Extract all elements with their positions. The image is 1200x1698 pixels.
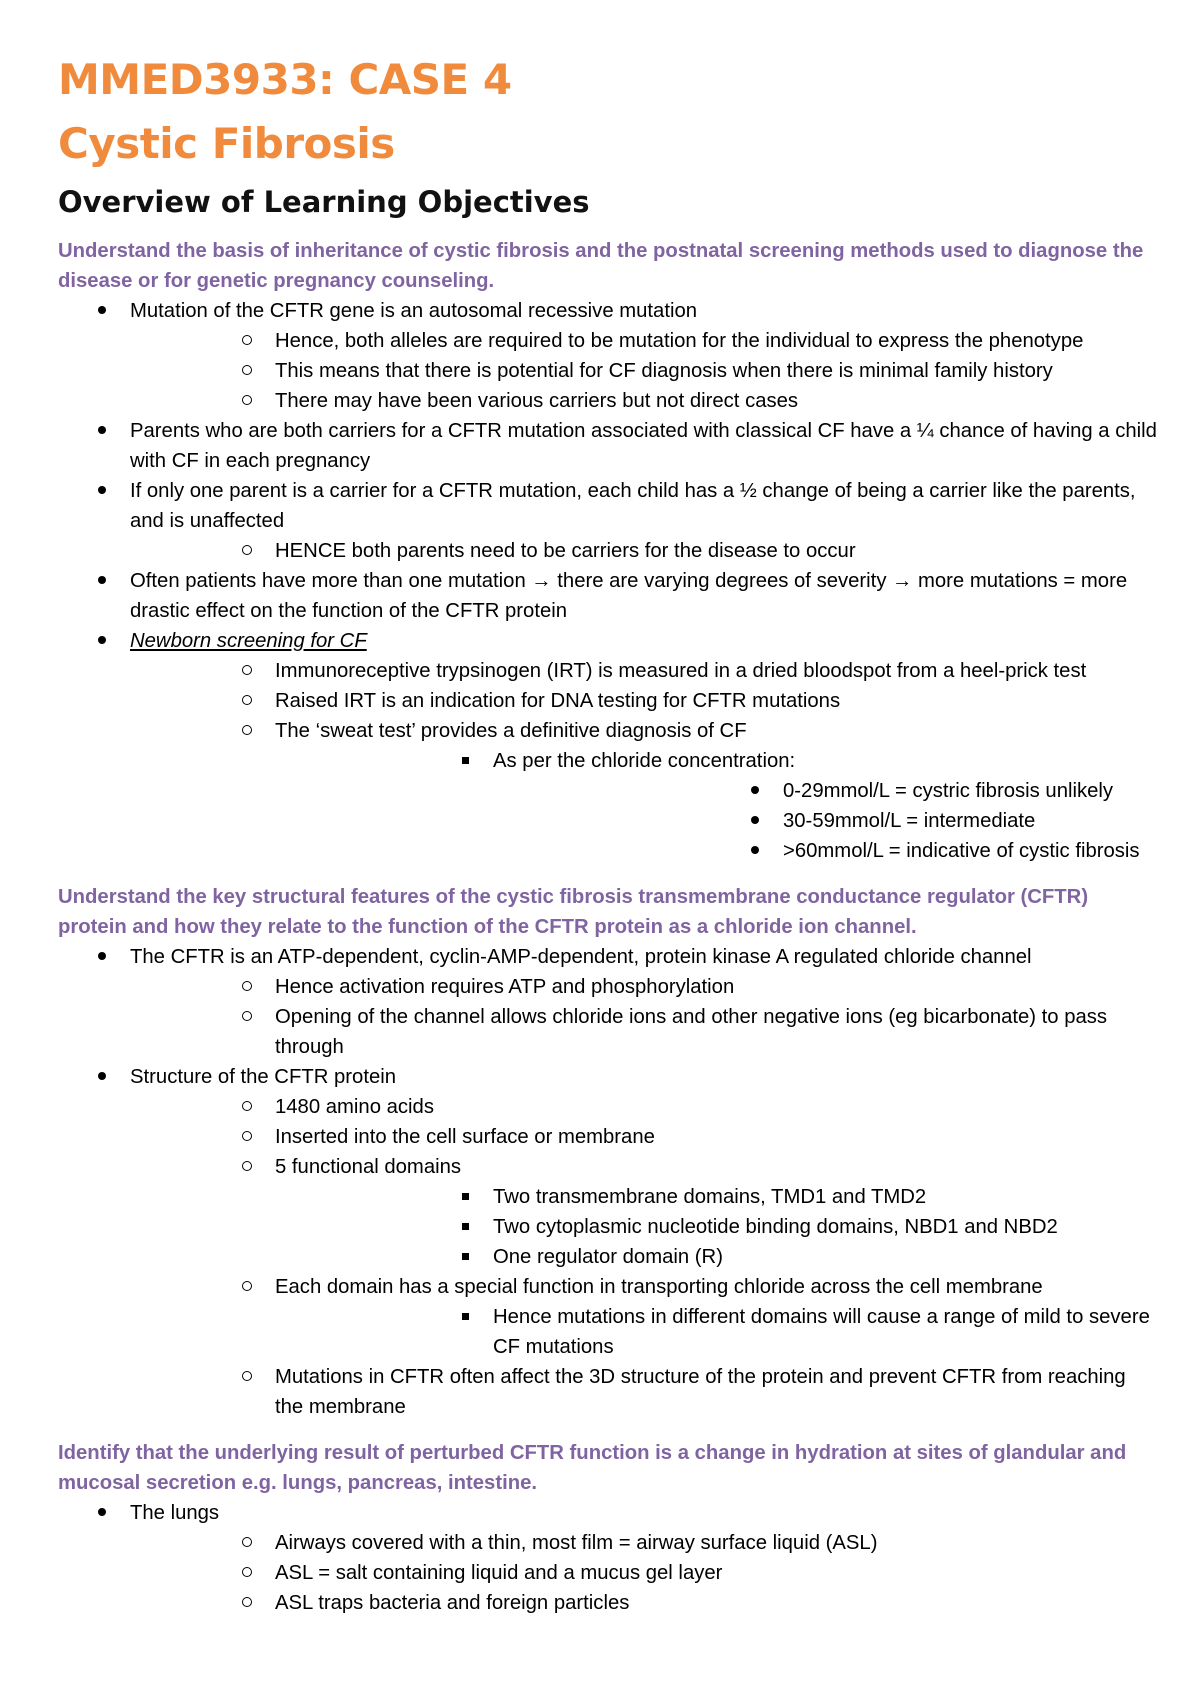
list-item-text: ASL = salt containing liquid and a mucus gel layer bbox=[275, 1562, 723, 1584]
list-item bbox=[58, 416, 1158, 476]
list-item-text: Inserted into the cell surface or membrane bbox=[275, 1126, 655, 1148]
list-item-text: HENCE both parents need to be carriers for the disease to occur bbox=[275, 540, 856, 562]
list-item bbox=[58, 626, 1158, 866]
list-item-text: Immunoreceptive trypsinogen (IRT) is measured in a dried bloodspot from a heel-prick test bbox=[275, 660, 1087, 682]
square-bullet-icon bbox=[455, 1302, 475, 1332]
list-item bbox=[130, 1002, 1158, 1062]
list-item bbox=[58, 296, 1158, 416]
circle-bullet-icon bbox=[237, 1272, 257, 1302]
sub-list bbox=[275, 1182, 1158, 1272]
list-item-text: The CFTR is an ATP-dependent, cyclin-AMP-dependent, protein kinase A regulated chloride channel bbox=[130, 946, 1032, 968]
list-item-text: Mutations in CFTR often affect the 3D structure of the protein and prevent CFTR from reaching the membrane bbox=[275, 1366, 1126, 1418]
list-item-text: This means that there is potential for CF diagnosis when there is minimal family history bbox=[275, 360, 1053, 382]
bullet-icon bbox=[92, 942, 112, 972]
square-bullet-icon bbox=[455, 1242, 475, 1272]
sub-list bbox=[130, 536, 1158, 566]
bullet-icon bbox=[92, 416, 112, 446]
list-item-text: Airways covered with a thin, most film = airway surface liquid (ASL) bbox=[275, 1532, 878, 1554]
objective-section-3 bbox=[58, 1438, 1158, 1618]
list-item-text: Hence activation requires ATP and phosphorylation bbox=[275, 976, 735, 998]
list-item-text: Raised IRT is an indication for DNA testing for CFTR mutations bbox=[275, 690, 841, 712]
case-topic-title: Cystic Fibrosis bbox=[58, 119, 395, 168]
list-item-text: Often patients have more than one mutation → there are varying degrees of severity → more mutations = more drastic effect on the function of the CFTR protein bbox=[130, 570, 1128, 622]
objective-heading: Identify that the underlying result of perturbed CFTR function is a change in hydration at sites of glandular and mucosal secretion e.g. lungs, pancreas, intestine. bbox=[58, 1442, 1127, 1494]
list-item bbox=[58, 566, 1158, 626]
objective-heading: Understand the key structural features of the cystic fibrosis transmembrane conductance regulator (CFTR) protein and how they relate to the function of the CFTR protein as a chloride ion channel. bbox=[58, 886, 1089, 938]
sub-list bbox=[130, 1092, 1158, 1422]
list-item bbox=[130, 1558, 1158, 1588]
list-item bbox=[275, 1242, 1158, 1272]
bullet-icon bbox=[92, 626, 112, 656]
list-item bbox=[58, 942, 1158, 1062]
list-item-text: As per the chloride concentration: bbox=[493, 750, 796, 772]
bullet-icon bbox=[92, 1062, 112, 1092]
list-item-text: 5 functional domains bbox=[275, 1156, 462, 1178]
list-item-text: Parents who are both carriers for a CFTR mutation associated with classical CF have a ¼ chance of having a child with CF in each pregnancy bbox=[130, 420, 1157, 472]
list-item bbox=[130, 1528, 1158, 1558]
list-item-text: 1480 amino acids bbox=[275, 1096, 434, 1118]
list-item-text: Two transmembrane domains, TMD1 and TMD2 bbox=[493, 1186, 927, 1208]
course-code-title: MMED3933: CASE 4 bbox=[58, 55, 512, 104]
list-item-text: ASL traps bacteria and foreign particles bbox=[275, 1592, 630, 1614]
circle-bullet-icon bbox=[237, 386, 257, 416]
list-item bbox=[130, 656, 1158, 686]
list-item bbox=[275, 1182, 1158, 1212]
list-item-text: One regulator domain (R) bbox=[493, 1246, 723, 1268]
list-item-text: Two cytoplasmic nucleotide binding domains, NBD1 and NBD2 bbox=[493, 1216, 1058, 1238]
list-item bbox=[275, 746, 1158, 866]
list-item-text: Opening of the channel allows chloride ions and other negative ions (eg bicarbonate) to pass through bbox=[275, 1006, 1108, 1058]
objective-section-2 bbox=[58, 882, 1158, 1422]
circle-bullet-icon bbox=[237, 972, 257, 1002]
square-bullet-icon bbox=[455, 1182, 475, 1212]
objective-section-1 bbox=[58, 236, 1158, 866]
circle-bullet-icon bbox=[237, 1122, 257, 1152]
sub-list bbox=[493, 776, 1158, 866]
list-item bbox=[58, 476, 1158, 566]
bullet-icon bbox=[92, 296, 112, 326]
list-item bbox=[275, 1302, 1158, 1362]
circle-bullet-icon bbox=[237, 1588, 257, 1618]
list-item bbox=[130, 1122, 1158, 1152]
circle-bullet-icon bbox=[237, 326, 257, 356]
circle-bullet-icon bbox=[237, 716, 257, 746]
sub-list bbox=[275, 746, 1158, 866]
sub-list bbox=[130, 1528, 1158, 1618]
list-item-text: >60mmol/L = indicative of cystic fibrosis bbox=[783, 840, 1140, 862]
circle-bullet-icon bbox=[237, 1558, 257, 1588]
list-item bbox=[130, 386, 1158, 416]
list-item bbox=[130, 1362, 1158, 1422]
circle-bullet-icon bbox=[237, 686, 257, 716]
list-item bbox=[58, 1062, 1158, 1422]
list-item bbox=[130, 326, 1158, 356]
list-item bbox=[130, 972, 1158, 1002]
list-item bbox=[130, 536, 1158, 566]
circle-bullet-icon bbox=[237, 1528, 257, 1558]
bullet-icon bbox=[745, 776, 765, 806]
objective-heading: Understand the basis of inheritance of cystic fibrosis and the postnatal screening methods used to diagnose the disease or for genetic pregnancy counseling. bbox=[58, 240, 1144, 292]
list-item-text: Hence mutations in different domains will cause a range of mild to severe CF mutations bbox=[493, 1306, 1150, 1358]
list-item bbox=[130, 1588, 1158, 1618]
bullet-icon bbox=[92, 1498, 112, 1528]
circle-bullet-icon bbox=[237, 1002, 257, 1032]
document-page bbox=[58, 48, 1158, 1634]
circle-bullet-icon bbox=[237, 656, 257, 686]
list-item-text: Each domain has a special function in transporting chloride across the cell membrane bbox=[275, 1276, 1043, 1298]
list-item bbox=[58, 1498, 1158, 1618]
list-item-text: There may have been various carriers but not direct cases bbox=[275, 390, 799, 412]
list-item bbox=[130, 716, 1158, 866]
list-item bbox=[275, 1212, 1158, 1242]
circle-bullet-icon bbox=[237, 1362, 257, 1392]
square-bullet-icon bbox=[455, 746, 475, 776]
square-bullet-icon bbox=[455, 1212, 475, 1242]
list-item-text: Hence, both alleles are required to be mutation for the individual to express the phenotype bbox=[275, 330, 1084, 352]
list-item bbox=[130, 1272, 1158, 1362]
list-item bbox=[493, 776, 1158, 806]
list-item-text: The lungs bbox=[130, 1502, 220, 1524]
list-item-text: If only one parent is a carrier for a CFTR mutation, each child has a ½ change of being a carrier like the parents, and is unaffected bbox=[130, 480, 1136, 532]
bullet-list bbox=[58, 1498, 1158, 1618]
list-item-text: 30-59mmol/L = intermediate bbox=[783, 810, 1036, 832]
circle-bullet-icon bbox=[237, 536, 257, 566]
list-item bbox=[130, 686, 1158, 716]
list-item bbox=[130, 1092, 1158, 1122]
circle-bullet-icon bbox=[237, 1152, 257, 1182]
list-item bbox=[130, 1152, 1158, 1272]
bullet-icon bbox=[745, 836, 765, 866]
bullet-icon bbox=[92, 566, 112, 596]
document-title bbox=[58, 48, 1158, 176]
list-item-text: 0-29mmol/L = cystric fibrosis unlikely bbox=[783, 780, 1114, 802]
sub-list bbox=[130, 326, 1158, 416]
page-subtitle: Overview of Learning Objectives bbox=[58, 185, 590, 219]
bullet-list bbox=[58, 296, 1158, 866]
circle-bullet-icon bbox=[237, 1092, 257, 1122]
list-item-text: Mutation of the CFTR gene is an autosomal recessive mutation bbox=[130, 300, 698, 322]
sub-list bbox=[130, 656, 1158, 866]
list-item bbox=[493, 806, 1158, 836]
list-item bbox=[130, 356, 1158, 386]
bullet-icon bbox=[745, 806, 765, 836]
bullet-icon bbox=[92, 476, 112, 506]
list-item-text: Structure of the CFTR protein bbox=[130, 1066, 397, 1088]
circle-bullet-icon bbox=[237, 356, 257, 386]
list-item bbox=[493, 836, 1158, 866]
bullet-list bbox=[58, 942, 1158, 1422]
newborn-screening-heading: Newborn screening for CF bbox=[130, 630, 367, 652]
sub-list bbox=[275, 1302, 1158, 1362]
list-item-text: The ‘sweat test’ provides a definitive diagnosis of CF bbox=[275, 720, 747, 742]
sub-list bbox=[130, 972, 1158, 1062]
